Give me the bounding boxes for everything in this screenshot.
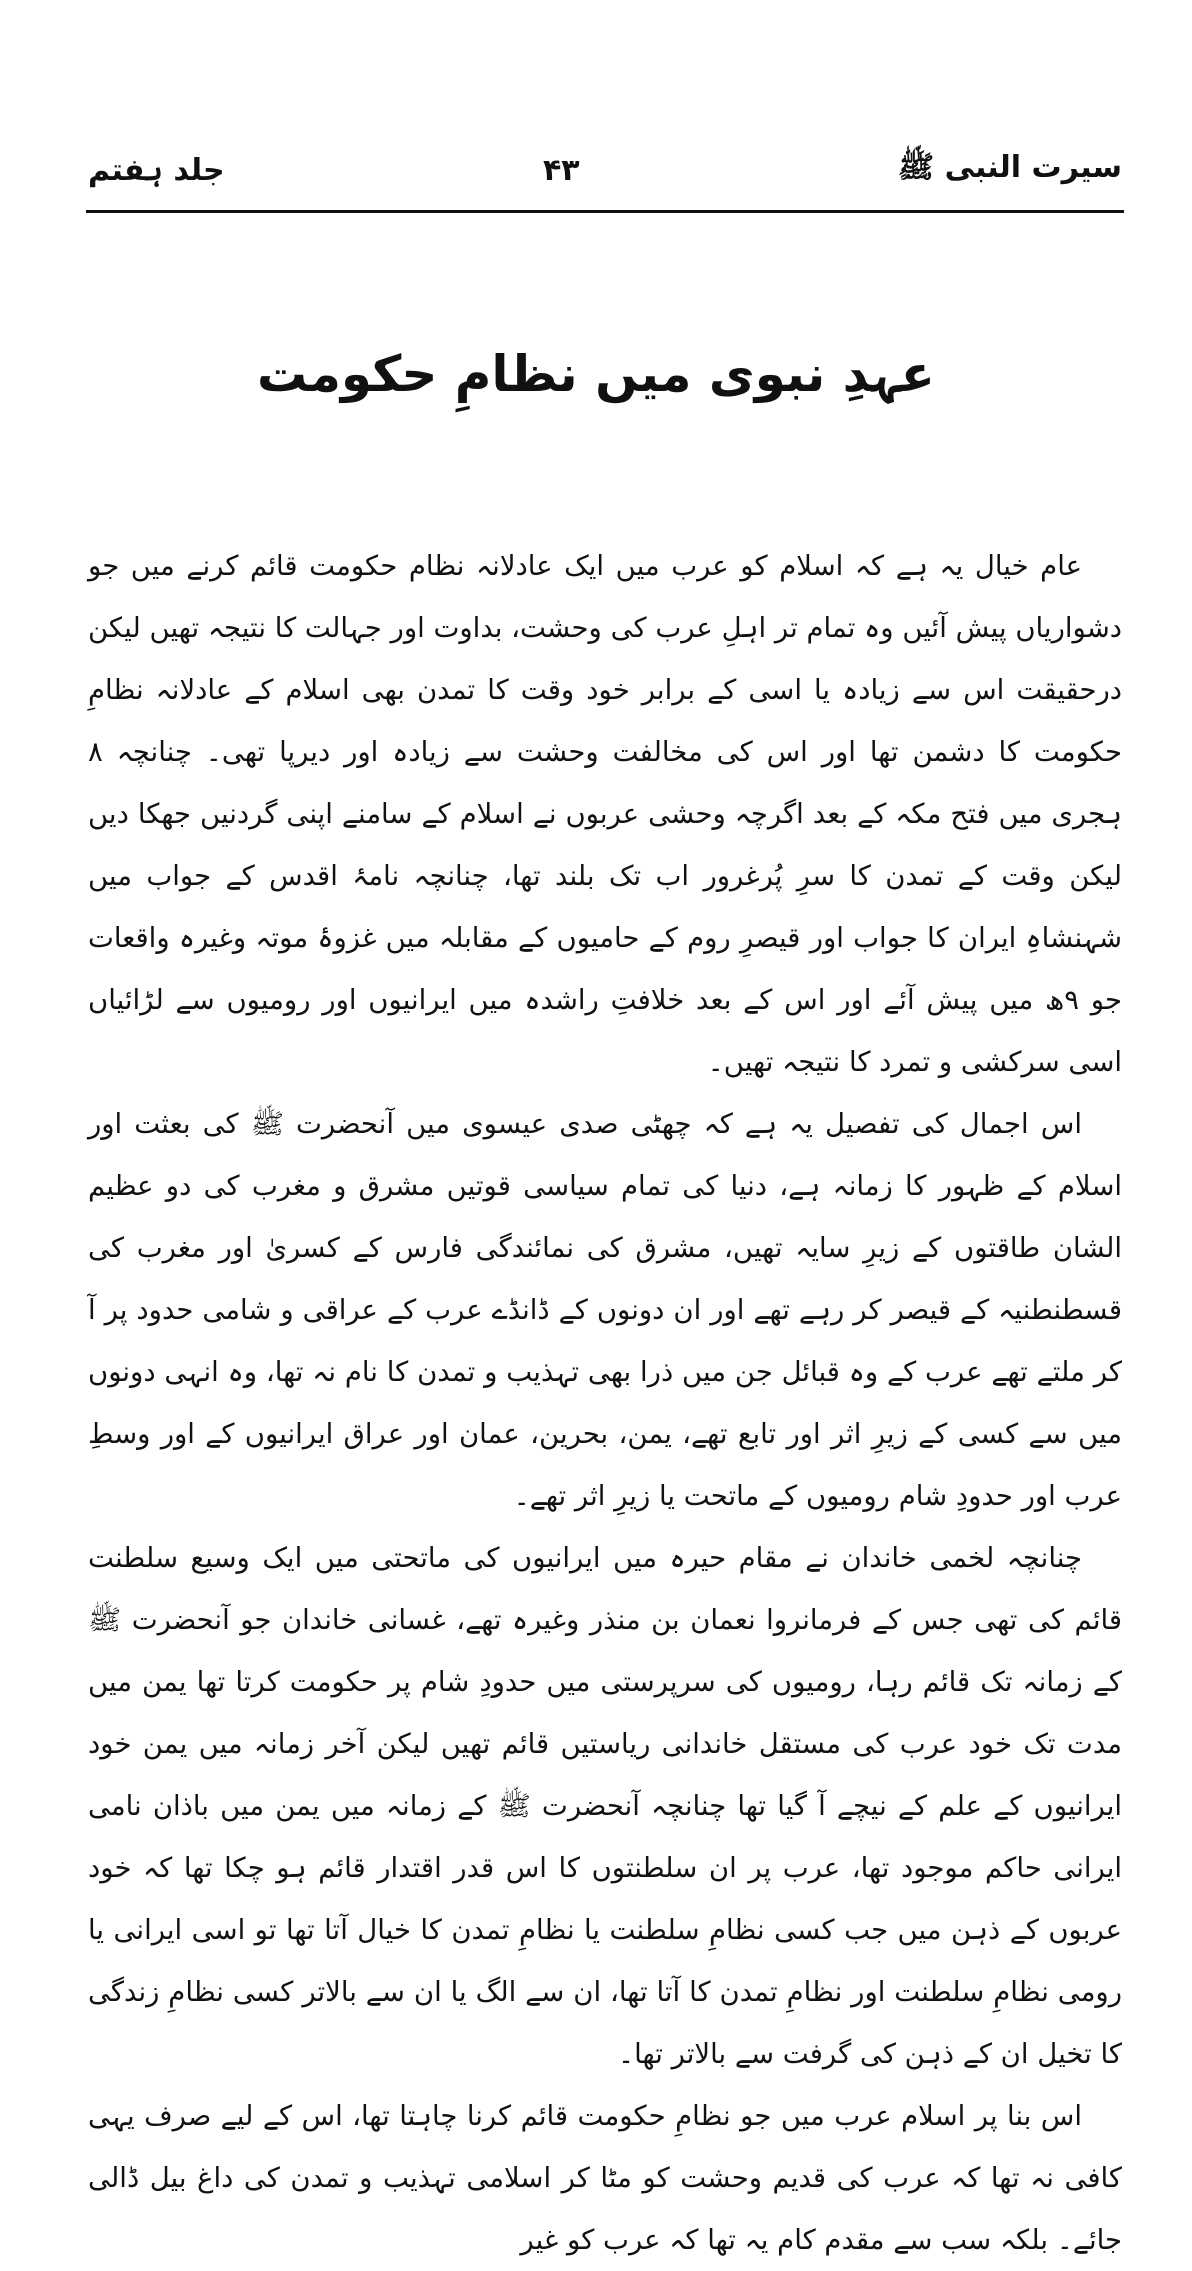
body-text bbox=[88, 535, 1122, 2271]
book-title: سیرت النبی ﷺ bbox=[897, 149, 1122, 185]
paragraph-1: عام خیال یہ ہے کہ اسلام کو عرب میں ایک عادلانہ نظام حکومت قائم کرنے میں جو دشواریاں پیش آئیں وہ تمام تر اہلِ عرب کی وحشت، بداوت اور جہالت کا نتیجہ تھیں لیکن درحقیقت اس سے زیادہ یا اسی کے برابر خود وقت کا تمدن بھی اسلام کے عادلانہ نظامِ حکومت کا دشمن تھا اور اس کی مخالفت وحشت سے زیادہ اور دیرپا تھی۔ چنانچہ ۸ ہجری میں فتح مکہ کے بعد اگرچہ وحشی عربوں نے اسلام کے سامنے اپنی گردنیں جھکا دیں لیکن وقت کے تمدن کا سرِ پُرغرور اب تک بلند تھا، چنانچہ نامۂ اقدس کے جواب میں شہنشاہِ ایران کا جواب اور قیصرِ روم کے حامیوں کے مقابلہ میں غزوۂ موتہ وغیرہ واقعات جو ۹ھ میں پیش آئے اور اس کے بعد خلافتِ راشدہ میں ایرانیوں اور رومیوں سے لڑائیاں اسی سرکشی و تمرد کا نتیجہ تھیں۔ bbox=[88, 550, 1122, 1078]
chapter-title: عہدِ نبوی میں نظامِ حکومت bbox=[257, 345, 935, 403]
paragraph-2: اس اجمال کی تفصیل یہ ہے کہ چھٹی صدی عیسوی میں آنحضرت ﷺ کی بعثت اور اسلام کے ظہور کا زمانہ ہے، دنیا کی تمام سیاسی قوتیں مشرق و مغرب کی دو عظیم الشان طاقتوں کے زیرِ سایہ تھیں، مشرق کی نمائندگی فارس کے کسریٰ اور مغرب کی قسطنطنیہ کے قیصر کر رہے تھے اور ان دونوں کے ڈانڈے عرب کے عراقی و شامی حدود پر آ کر ملتے تھے عرب کے وہ قبائل جن میں ذرا بھی تہذیب و تمدن کا نام نہ تھا، وہ انہی دونوں میں سے کسی کے زیرِ اثر اور تابع تھے، یمن، بحرین، عمان اور عراق ایرانیوں کے اور وسطِ عرب اور حدودِ شام رومیوں کے ماتحت یا زیرِ اثر تھے۔ bbox=[88, 1108, 1122, 1512]
page-number: ۴۳ bbox=[542, 152, 580, 188]
paragraph-3: چنانچہ لخمی خاندان نے مقام حیرہ میں ایرانیوں کی ماتحتی میں ایک وسیع سلطنت قائم کی تھی جس کے فرمانروا نعمان بن منذر وغیرہ تھے، غسانی خاندان جو آنحضرت ﷺ کے زمانہ تک قائم رہا، رومیوں کی سرپرستی میں حدودِ شام پر حکومت کرتا تھا یمن میں مدت تک خود عرب کی مستقل خاندانی ریاستیں قائم تھیں لیکن آخر زمانہ میں یمن خود ایرانیوں کے علم کے نیچے آ گیا تھا چنانچہ آنحضرت ﷺ کے زمانہ میں یمن میں باذان نامی ایرانی حاکم موجود تھا، عرب پر ان سلطنتوں کا اس قدر اقتدار قائم ہو چکا تھا کہ خود عربوں کے ذہن میں جب کسی نظامِ سلطنت یا نظامِ تمدن کا خیال آتا تھا تو اسی ایرانی یا رومی نظامِ سلطنت اور نظامِ تمدن کا آتا تھا، ان سے الگ یا ان سے بالاتر کسی نظامِ زندگی کا تخیل ان کے ذہن کی گرفت سے بالاتر تھا۔ bbox=[88, 1542, 1122, 2070]
volume-label: جلد ہفتم bbox=[88, 152, 225, 188]
paragraph-4: اس بنا پر اسلام عرب میں جو نظامِ حکومت قائم کرنا چاہتا تھا، اس کے لیے صرف یہی کافی نہ تھا کہ عرب کی قدیم وحشت کو مٹا کر اسلامی تہذیب و تمدن کی داغ بیل ڈالی جائے۔ بلکہ سب سے مقدم کام یہ تھا کہ عرب کو غیر bbox=[88, 2100, 1122, 2256]
header-rule bbox=[86, 210, 1124, 213]
page-header bbox=[88, 140, 1122, 200]
